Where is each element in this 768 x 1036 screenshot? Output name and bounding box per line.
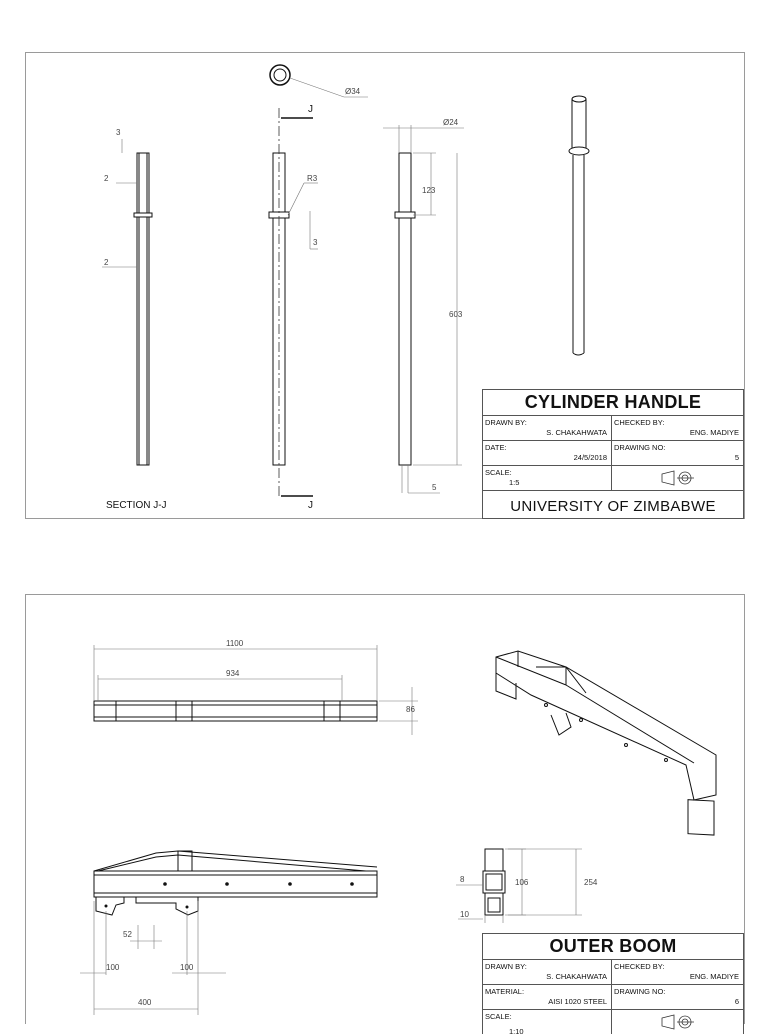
drawn-by-value: S. CHAKAHWATA — [546, 972, 607, 981]
date-label: DATE: — [485, 443, 507, 452]
title-block-outer-boom — [482, 933, 744, 1034]
dim-wall-1: 2 — [104, 174, 109, 183]
material-label: MATERIAL: — [485, 987, 525, 996]
dim-base-len: 400 — [138, 998, 152, 1007]
dim-top-gap: 3 — [116, 128, 121, 137]
section-label: SECTION J-J — [106, 500, 167, 511]
drawing-title: OUTER BOOM — [483, 934, 743, 960]
drawing-no-value: 6 — [734, 997, 739, 1006]
dim-rod-dia: Ø24 — [443, 118, 459, 127]
dim-overall-len: 1100 — [226, 639, 244, 648]
scale-label: SCALE: — [485, 1012, 512, 1021]
dim-end-height: 254 — [584, 878, 598, 887]
drawing-sheet-outer-boom — [25, 594, 745, 1036]
iso-handle-top — [572, 96, 586, 102]
dim-inner-height: 106 — [515, 878, 529, 887]
ring-detail — [270, 65, 290, 85]
checked-by-label: CHECKED BY: — [614, 962, 665, 971]
checked-by-label: CHECKED BY: — [614, 418, 665, 427]
dim-collar: 3 — [313, 238, 318, 247]
drawing-no-value: 5 — [734, 453, 739, 462]
scale-label: SCALE: — [485, 468, 512, 477]
dim-total-len: 603 — [449, 310, 463, 319]
dim-radius: R3 — [307, 174, 318, 183]
cut-label-bottom: J — [308, 500, 313, 511]
dim-right-offset: 100 — [180, 963, 194, 972]
date-value: 24/5/2018 — [573, 453, 607, 462]
drawing-title: CYLINDER HANDLE — [483, 390, 743, 416]
dim-left-offset: 100 — [106, 963, 120, 972]
material-value: AISI 1020 STEEL — [548, 997, 607, 1006]
dim-inner-len: 934 — [226, 669, 240, 678]
dim-end-width: 8 — [460, 875, 465, 884]
dim-ring-dia: Ø34 — [345, 87, 361, 96]
dim-base: 10 — [460, 910, 469, 919]
drawn-by-label: DRAWN BY: — [485, 962, 527, 971]
dim-bottom: 5 — [432, 483, 437, 492]
drawn-by-label: DRAWN BY: — [485, 418, 527, 427]
dim-upper-len: 123 — [422, 186, 436, 195]
title-block-cylinder-handle — [482, 389, 744, 519]
drawing-no-label: DRAWING NO: — [614, 443, 666, 452]
projection-symbol-icon — [660, 468, 700, 488]
end-view-section — [485, 849, 503, 871]
checked-by-value: ENG. MADIYE — [689, 972, 739, 981]
projection-symbol-icon — [660, 1012, 700, 1032]
drawn-by-value: S. CHAKAHWATA — [546, 428, 607, 437]
iso-boom-body — [496, 651, 716, 800]
dim-height: 86 — [406, 705, 415, 714]
checked-by-value: ENG. MADIYE — [689, 428, 739, 437]
dim-hole-gap: 52 — [123, 930, 132, 939]
drawing-no-label: DRAWING NO: — [614, 987, 666, 996]
side-tube — [399, 153, 411, 465]
scale-value: 1:10 — [509, 1027, 524, 1036]
institution-name: UNIVERSITY OF ZIMBABWE — [510, 498, 716, 515]
top-view-beam — [94, 701, 377, 721]
scale-value: 1:5 — [509, 478, 520, 487]
dim-wall-2: 2 — [104, 258, 109, 267]
drawing-sheet-cylinder-handle — [25, 52, 745, 519]
cut-label-top: J — [308, 104, 313, 115]
